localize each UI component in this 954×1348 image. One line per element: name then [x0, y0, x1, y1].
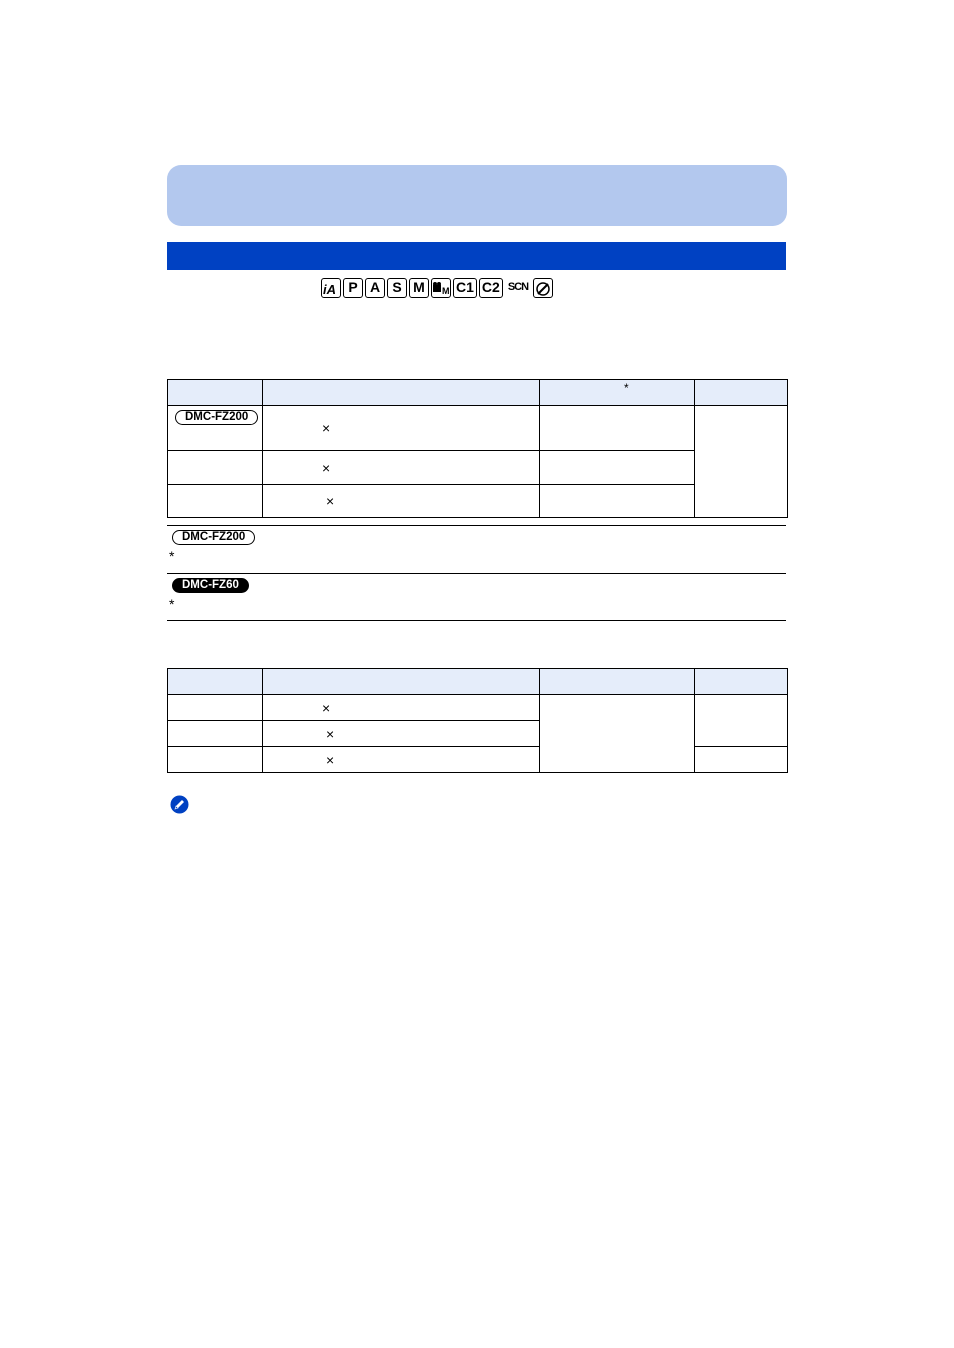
mode-c1: C1 [453, 278, 477, 298]
divider [167, 620, 786, 621]
cross-sign: × [326, 493, 335, 509]
creative-video-icon [431, 278, 451, 298]
divider [167, 573, 786, 574]
footnote-star: * [169, 548, 175, 564]
cross-sign: × [322, 459, 331, 476]
cross-sign: × [322, 420, 331, 436]
mode-c2: C2 [479, 278, 503, 298]
svg-text:M: M [442, 285, 450, 296]
note-fz60 [167, 578, 786, 618]
model-tag-fz60: DMC-FZ60 [172, 578, 249, 593]
mode-m: M [409, 278, 429, 298]
model-tag-fz200: DMC-FZ200 [172, 530, 255, 545]
intelligent-auto-icon [321, 278, 341, 298]
mode-s: S [387, 278, 407, 298]
table-row [168, 695, 788, 721]
model-tag-fz200: DMC-FZ200 [175, 410, 258, 425]
table-1 [167, 379, 788, 518]
mode-a: A [365, 278, 385, 298]
cross-sign: × [326, 751, 335, 768]
cross-sign: × [326, 725, 335, 742]
cross-sign: × [322, 699, 331, 716]
footnote-star: * [624, 381, 629, 395]
footnote-star: * [169, 596, 175, 612]
svg-text:iA: iA [323, 281, 336, 297]
note-fz200 [167, 530, 786, 570]
note-pencil-icon [170, 795, 189, 814]
divider [167, 525, 786, 526]
creative-control-icon [533, 278, 553, 298]
table-row [168, 747, 788, 773]
applicable-modes [321, 278, 553, 298]
section-header-bar [167, 242, 786, 270]
mode-p: P [343, 278, 363, 298]
mode-scn: SCN [505, 278, 531, 298]
table-2 [167, 668, 788, 773]
page-title-band [167, 165, 787, 226]
table-row [168, 406, 788, 451]
